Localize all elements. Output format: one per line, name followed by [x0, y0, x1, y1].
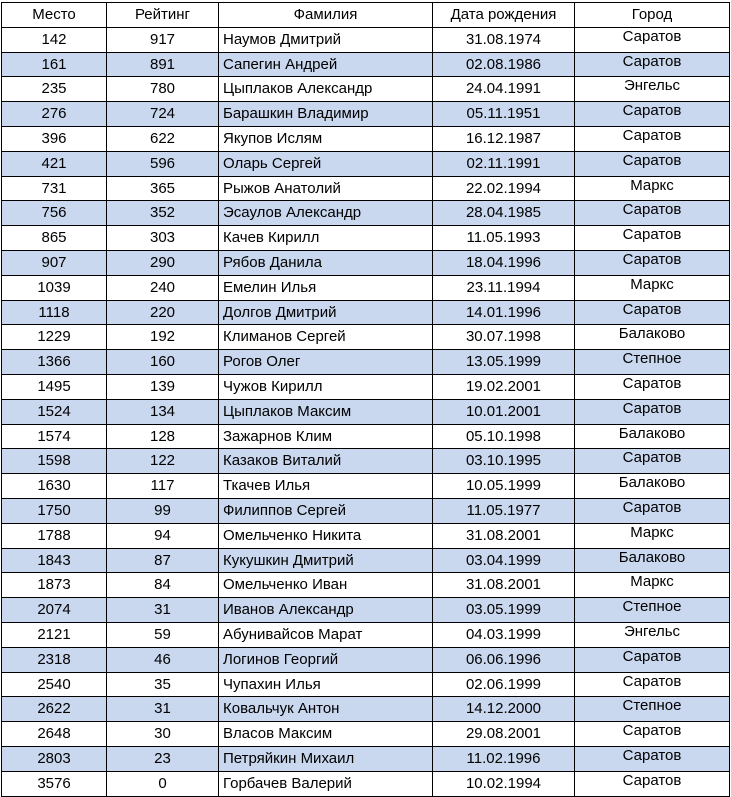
cell-city: Саратов	[575, 226, 730, 251]
cell-rating: 891	[107, 52, 219, 77]
cell-rating: 31	[107, 598, 219, 623]
table-row	[2, 573, 730, 598]
cell-surname: Чужов Кирилл	[219, 374, 433, 399]
cell-place: 142	[2, 27, 107, 52]
cell-place: 276	[2, 102, 107, 127]
cell-rating: 84	[107, 573, 219, 598]
table-row	[2, 27, 730, 52]
cell-place: 1843	[2, 548, 107, 573]
cell-place: 2318	[2, 647, 107, 672]
header-row	[2, 3, 730, 28]
table-row	[2, 647, 730, 672]
cell-rating: 780	[107, 77, 219, 102]
cell-city: Балаково	[575, 548, 730, 573]
table-row	[2, 300, 730, 325]
table-row	[2, 746, 730, 771]
cell-city: Саратов	[575, 300, 730, 325]
header-rating: Рейтинг	[107, 3, 219, 28]
cell-surname: Чупахин Илья	[219, 672, 433, 697]
cell-birthdate: 11.05.1977	[433, 498, 575, 523]
cell-city: Саратов	[575, 722, 730, 747]
cell-surname: Власов Максим	[219, 722, 433, 747]
cell-birthdate: 31.08.2001	[433, 523, 575, 548]
table-row	[2, 350, 730, 375]
cell-surname: Казаков Виталий	[219, 449, 433, 474]
cell-place: 1039	[2, 275, 107, 300]
rating-table	[1, 2, 730, 797]
cell-rating: 31	[107, 697, 219, 722]
table-row	[2, 548, 730, 573]
cell-city: Энгельс	[575, 622, 730, 647]
cell-surname: Цыплаков Александр	[219, 77, 433, 102]
cell-place: 1366	[2, 350, 107, 375]
table-row	[2, 771, 730, 796]
cell-city: Саратов	[575, 647, 730, 672]
cell-birthdate: 14.01.1996	[433, 300, 575, 325]
table-row	[2, 523, 730, 548]
cell-place: 3576	[2, 771, 107, 796]
cell-birthdate: 30.07.1998	[433, 325, 575, 350]
cell-birthdate: 10.01.2001	[433, 399, 575, 424]
cell-city: Саратов	[575, 201, 730, 226]
cell-surname: Оларь Сергей	[219, 151, 433, 176]
table-row	[2, 697, 730, 722]
table-row	[2, 226, 730, 251]
cell-surname: Горбачев Валерий	[219, 771, 433, 796]
cell-city: Маркс	[575, 176, 730, 201]
cell-rating: 917	[107, 27, 219, 52]
cell-birthdate: 03.04.1999	[433, 548, 575, 573]
cell-surname: Емелин Илья	[219, 275, 433, 300]
table-row	[2, 474, 730, 499]
cell-place: 235	[2, 77, 107, 102]
cell-surname: Ковальчук Антон	[219, 697, 433, 722]
cell-city: Энгельс	[575, 77, 730, 102]
cell-surname: Рябов Данила	[219, 250, 433, 275]
cell-rating: 87	[107, 548, 219, 573]
cell-surname: Долгов Дмитрий	[219, 300, 433, 325]
cell-birthdate: 24.04.1991	[433, 77, 575, 102]
cell-city: Степное	[575, 697, 730, 722]
cell-place: 1873	[2, 573, 107, 598]
cell-surname: Цыплаков Максим	[219, 399, 433, 424]
cell-rating: 23	[107, 746, 219, 771]
cell-rating: 94	[107, 523, 219, 548]
cell-place: 1524	[2, 399, 107, 424]
cell-surname: Петряйкин Михаил	[219, 746, 433, 771]
cell-rating: 128	[107, 424, 219, 449]
cell-surname: Эсаулов Александр	[219, 201, 433, 226]
table-row	[2, 374, 730, 399]
cell-city: Саратов	[575, 746, 730, 771]
table-row	[2, 250, 730, 275]
header-place: Место	[2, 3, 107, 28]
table-row	[2, 151, 730, 176]
cell-birthdate: 10.05.1999	[433, 474, 575, 499]
table-row	[2, 52, 730, 77]
cell-place: 2648	[2, 722, 107, 747]
header-surname: Фамилия	[219, 3, 433, 28]
cell-birthdate: 05.10.1998	[433, 424, 575, 449]
cell-birthdate: 31.08.2001	[433, 573, 575, 598]
header-birthdate: Дата рождения	[433, 3, 575, 28]
cell-surname: Наумов Дмитрий	[219, 27, 433, 52]
cell-city: Степное	[575, 350, 730, 375]
cell-surname: Омельченко Никита	[219, 523, 433, 548]
table-body	[2, 27, 730, 796]
cell-city: Саратов	[575, 374, 730, 399]
cell-place: 1788	[2, 523, 107, 548]
cell-rating: 122	[107, 449, 219, 474]
cell-place: 1118	[2, 300, 107, 325]
cell-birthdate: 18.04.1996	[433, 250, 575, 275]
cell-surname: Рыжов Анатолий	[219, 176, 433, 201]
cell-rating: 160	[107, 350, 219, 375]
table-row	[2, 176, 730, 201]
cell-surname: Филиппов Сергей	[219, 498, 433, 523]
cell-surname: Климанов Сергей	[219, 325, 433, 350]
cell-surname: Омельченко Иван	[219, 573, 433, 598]
cell-place: 1750	[2, 498, 107, 523]
cell-birthdate: 28.04.1985	[433, 201, 575, 226]
table-row	[2, 102, 730, 127]
cell-rating: 35	[107, 672, 219, 697]
cell-rating: 139	[107, 374, 219, 399]
cell-birthdate: 02.11.1991	[433, 151, 575, 176]
cell-rating: 117	[107, 474, 219, 499]
cell-place: 161	[2, 52, 107, 77]
cell-city: Балаково	[575, 424, 730, 449]
cell-place: 1598	[2, 449, 107, 474]
cell-rating: 365	[107, 176, 219, 201]
cell-city: Саратов	[575, 151, 730, 176]
cell-rating: 0	[107, 771, 219, 796]
cell-birthdate: 05.11.1951	[433, 102, 575, 127]
cell-place: 865	[2, 226, 107, 251]
cell-surname: Логинов Георгий	[219, 647, 433, 672]
cell-birthdate: 04.03.1999	[433, 622, 575, 647]
cell-city: Саратов	[575, 27, 730, 52]
cell-city: Балаково	[575, 474, 730, 499]
cell-birthdate: 29.08.2001	[433, 722, 575, 747]
cell-city: Саратов	[575, 399, 730, 424]
cell-birthdate: 02.08.1986	[433, 52, 575, 77]
cell-surname: Барашкин Владимир	[219, 102, 433, 127]
cell-rating: 46	[107, 647, 219, 672]
cell-place: 1574	[2, 424, 107, 449]
cell-place: 1630	[2, 474, 107, 499]
cell-surname: Ткачев Илья	[219, 474, 433, 499]
cell-birthdate: 16.12.1987	[433, 126, 575, 151]
cell-rating: 352	[107, 201, 219, 226]
cell-birthdate: 19.02.2001	[433, 374, 575, 399]
cell-place: 1229	[2, 325, 107, 350]
cell-city: Маркс	[575, 573, 730, 598]
cell-birthdate: 11.02.1996	[433, 746, 575, 771]
cell-place: 2074	[2, 598, 107, 623]
cell-city: Маркс	[575, 275, 730, 300]
cell-surname: Зажарнов Клим	[219, 424, 433, 449]
cell-birthdate: 14.12.2000	[433, 697, 575, 722]
cell-rating: 99	[107, 498, 219, 523]
cell-birthdate: 13.05.1999	[433, 350, 575, 375]
cell-birthdate: 06.06.1996	[433, 647, 575, 672]
table-row	[2, 498, 730, 523]
cell-surname: Иванов Александр	[219, 598, 433, 623]
table-row	[2, 449, 730, 474]
cell-place: 1495	[2, 374, 107, 399]
cell-place: 2121	[2, 622, 107, 647]
cell-place: 421	[2, 151, 107, 176]
cell-city: Маркс	[575, 523, 730, 548]
cell-birthdate: 02.06.1999	[433, 672, 575, 697]
table-row	[2, 126, 730, 151]
cell-birthdate: 03.10.1995	[433, 449, 575, 474]
cell-city: Балаково	[575, 325, 730, 350]
table-row	[2, 622, 730, 647]
cell-city: Саратов	[575, 102, 730, 127]
cell-birthdate: 11.05.1993	[433, 226, 575, 251]
cell-rating: 30	[107, 722, 219, 747]
cell-place: 2622	[2, 697, 107, 722]
table-row	[2, 275, 730, 300]
table-row	[2, 722, 730, 747]
cell-rating: 59	[107, 622, 219, 647]
cell-city: Саратов	[575, 52, 730, 77]
cell-city: Саратов	[575, 449, 730, 474]
cell-surname: Сапегин Андрей	[219, 52, 433, 77]
cell-place: 2540	[2, 672, 107, 697]
cell-city: Саратов	[575, 672, 730, 697]
cell-place: 396	[2, 126, 107, 151]
cell-city: Степное	[575, 598, 730, 623]
cell-surname: Рогов Олег	[219, 350, 433, 375]
table-row	[2, 325, 730, 350]
cell-birthdate: 23.11.1994	[433, 275, 575, 300]
cell-city: Саратов	[575, 126, 730, 151]
cell-place: 2803	[2, 746, 107, 771]
cell-birthdate: 31.08.1974	[433, 27, 575, 52]
cell-surname: Абунивайсов Марат	[219, 622, 433, 647]
table-row	[2, 201, 730, 226]
table-row	[2, 424, 730, 449]
table-row	[2, 672, 730, 697]
cell-place: 907	[2, 250, 107, 275]
cell-rating: 596	[107, 151, 219, 176]
cell-city: Саратов	[575, 498, 730, 523]
cell-birthdate: 10.02.1994	[433, 771, 575, 796]
cell-city: Саратов	[575, 250, 730, 275]
cell-place: 756	[2, 201, 107, 226]
table-row	[2, 399, 730, 424]
cell-birthdate: 03.05.1999	[433, 598, 575, 623]
cell-rating: 290	[107, 250, 219, 275]
cell-birthdate: 22.02.1994	[433, 176, 575, 201]
cell-surname: Якупов Ислям	[219, 126, 433, 151]
table-row	[2, 598, 730, 623]
cell-rating: 622	[107, 126, 219, 151]
cell-place: 731	[2, 176, 107, 201]
header-city: Город	[575, 3, 730, 28]
cell-city: Саратов	[575, 771, 730, 796]
cell-rating: 303	[107, 226, 219, 251]
cell-rating: 724	[107, 102, 219, 127]
table-row	[2, 77, 730, 102]
cell-surname: Качев Кирилл	[219, 226, 433, 251]
cell-surname: Кукушкин Дмитрий	[219, 548, 433, 573]
cell-rating: 240	[107, 275, 219, 300]
cell-rating: 220	[107, 300, 219, 325]
cell-rating: 192	[107, 325, 219, 350]
cell-rating: 134	[107, 399, 219, 424]
